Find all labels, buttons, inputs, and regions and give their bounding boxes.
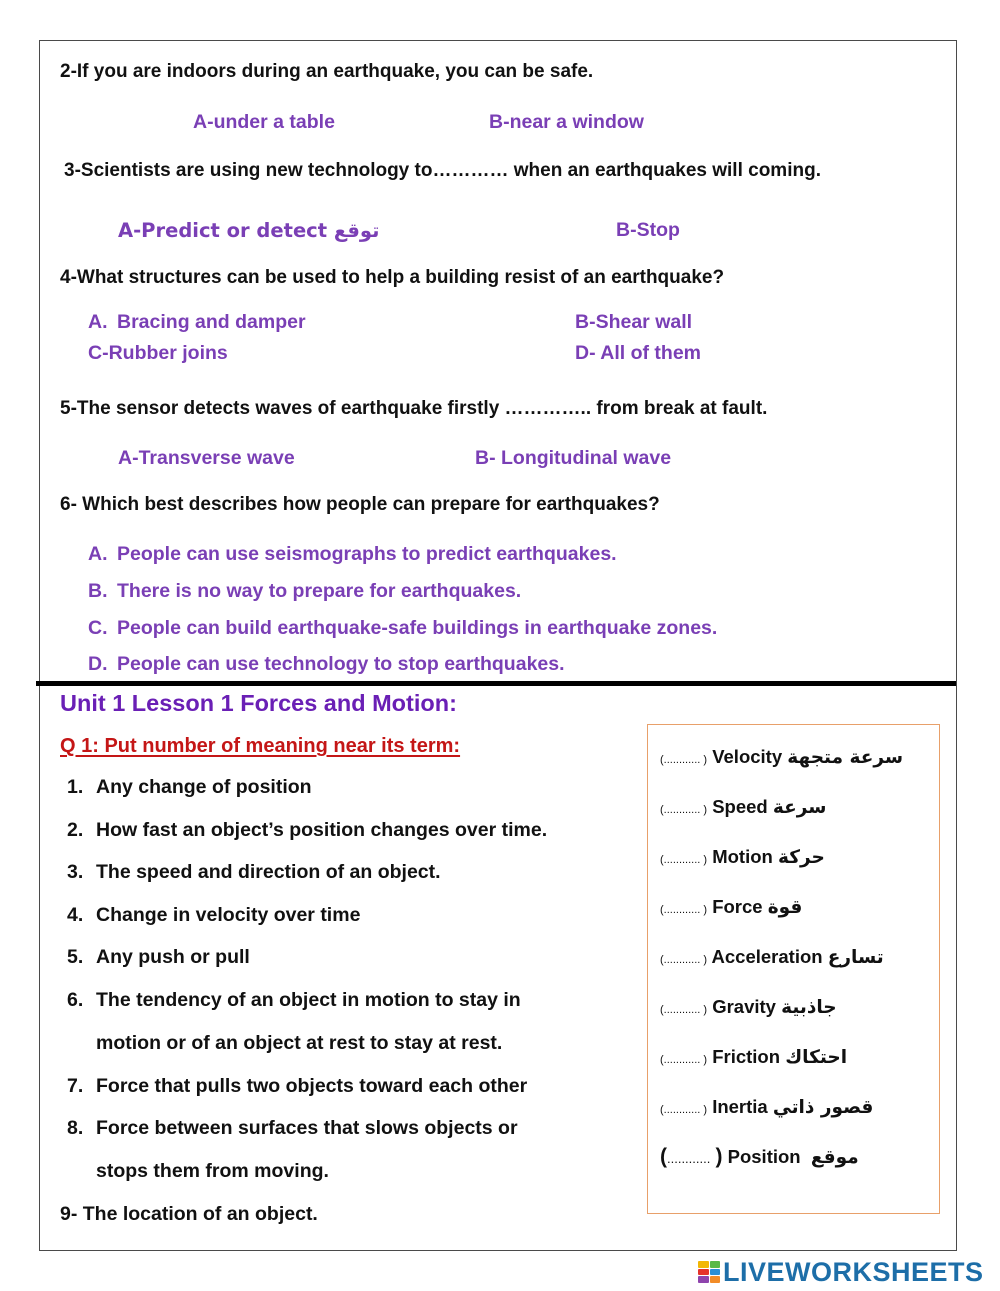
answer-blank[interactable]: (............ )	[660, 1054, 708, 1066]
option-label: Bracing and damper	[117, 311, 306, 333]
definition-number: 5.	[67, 946, 84, 968]
term-english: Position	[727, 1146, 801, 1167]
term-arabic: موقع	[810, 1147, 859, 1168]
question-4-text: 4-What structures can be used to help a building resist of an earthquake?	[60, 267, 725, 288]
term-english: Acceleration	[711, 946, 823, 967]
term-english: Friction	[712, 1046, 781, 1067]
question-5-option-b[interactable]: B- Longitudinal wave	[475, 447, 672, 469]
question-5-option-a[interactable]: A-Transverse wave	[118, 447, 295, 469]
matching-question-title: Q 1: Put number of meaning near its term:	[60, 735, 461, 757]
definition-2	[67, 819, 547, 842]
term-english: Inertia	[712, 1096, 768, 1117]
question-2-option-a[interactable]: A-under a table	[193, 111, 335, 133]
term-arabic: سرعة متجهة	[787, 747, 904, 768]
definition-number: 8.	[67, 1117, 84, 1139]
option-marker: A.	[88, 543, 108, 565]
term-arabic: سرعة	[772, 797, 827, 818]
definition-8-continued: stops them from moving.	[96, 1160, 329, 1182]
question-4-option-d[interactable]: D- All of them	[575, 342, 702, 364]
question-4-option-b[interactable]: B-Shear wall	[575, 311, 693, 333]
option-marker: C.	[88, 617, 108, 639]
logo-mark-tile	[710, 1276, 721, 1283]
blank-close-paren: )	[715, 1145, 723, 1168]
term-english: Velocity	[712, 746, 783, 767]
question-5-text: 5-The sensor detects waves of earthquake firstly ………….. from break at fault.	[60, 398, 768, 419]
definition-number: 4.	[67, 904, 84, 926]
definition-number: 1.	[67, 776, 84, 798]
logo-mark-tile	[698, 1276, 709, 1283]
question-4-option-c[interactable]: C-Rubber joins	[88, 342, 228, 364]
term-position	[660, 1145, 859, 1169]
option-marker: B.	[88, 580, 108, 602]
logo-mark-icon	[698, 1261, 720, 1283]
definition-number: 2.	[67, 819, 84, 841]
blank-dots: ............	[667, 1151, 711, 1166]
question-6-text: 6- Which best describes how people can prepare for earthquakes?	[60, 494, 660, 515]
logo-mark-tile	[710, 1261, 721, 1268]
term-english: Motion	[712, 846, 773, 867]
definition-1	[67, 776, 312, 799]
term-arabic: حركة	[777, 847, 825, 868]
liveworksheets-logo	[698, 1256, 984, 1288]
answer-blank[interactable]: (............ )	[660, 804, 708, 816]
blank-open-paren: (	[660, 1145, 667, 1168]
option-marker: A.	[88, 311, 108, 333]
section-divider	[36, 681, 956, 686]
term-arabic: قوة	[767, 897, 803, 918]
question-3-option-a-label: A-Predict or detect توقع	[118, 219, 380, 242]
question-4-option-a[interactable]	[88, 311, 306, 334]
answer-blank[interactable]: (............ )	[660, 754, 708, 766]
option-label: People can use technology to stop earthquakes.	[117, 653, 565, 675]
definition-number: 6.	[67, 989, 84, 1011]
term-arabic: احتكاك	[785, 1047, 848, 1068]
definition-text: Any push or pull	[96, 946, 250, 968]
unit-title: Unit 1 Lesson 1 Forces and Motion:	[60, 690, 457, 716]
definition-9: 9- The location of an object.	[60, 1203, 318, 1225]
question-2-option-b[interactable]: B-near a window	[489, 111, 644, 133]
answer-blank[interactable]: (............ )	[660, 904, 708, 916]
definition-text: Any change of position	[96, 776, 312, 798]
term-arabic: جاذبية	[781, 997, 837, 1018]
term-acceleration	[660, 946, 884, 968]
definition-number: 3.	[67, 861, 84, 883]
logo-mark-tile	[698, 1269, 709, 1276]
term-force	[660, 896, 802, 918]
answer-blank[interactable]: (............ )	[660, 954, 708, 966]
question-6-option-a[interactable]	[88, 543, 617, 566]
definition-7	[67, 1075, 527, 1098]
question-3-option-b[interactable]: B-Stop	[616, 219, 680, 241]
logo-mark-tile	[710, 1269, 721, 1276]
definition-4	[67, 904, 360, 927]
term-speed	[660, 796, 826, 818]
term-arabic: قصور ذاتي	[772, 1097, 874, 1118]
definition-text: The speed and direction of an object.	[96, 861, 441, 883]
answer-blank[interactable]	[660, 1146, 722, 1167]
answer-blank[interactable]: (............ )	[660, 1004, 708, 1016]
term-friction	[660, 1046, 847, 1068]
term-inertia	[660, 1096, 873, 1118]
definition-text: How fast an object’s position changes over time.	[96, 819, 548, 841]
definition-text: Force that pulls two objects toward each other	[96, 1075, 528, 1097]
definition-8	[67, 1117, 518, 1140]
term-motion	[660, 846, 825, 868]
definition-text: The tendency of an object in motion to stay in	[96, 989, 521, 1011]
question-6-option-d[interactable]	[88, 653, 565, 676]
logo-mark-tile	[698, 1261, 709, 1268]
option-label: There is no way to prepare for earthquakes.	[117, 580, 522, 602]
definition-text: Force between surfaces that slows objects or	[96, 1117, 518, 1139]
term-arabic: تسارع	[827, 947, 884, 968]
term-gravity	[660, 996, 837, 1018]
question-6-option-b[interactable]	[88, 580, 521, 603]
definition-number: 7.	[67, 1075, 84, 1097]
definition-3	[67, 861, 441, 884]
answer-blank[interactable]: (............ )	[660, 1104, 708, 1116]
option-marker: D.	[88, 653, 108, 675]
logo-text: LIVEWORKSHEETS	[723, 1256, 984, 1287]
question-6-option-c[interactable]	[88, 617, 717, 640]
definition-5	[67, 946, 250, 969]
answer-blank[interactable]: (............ )	[660, 854, 708, 866]
option-label: People can build earthquake-safe buildings in earthquake zones.	[117, 617, 718, 639]
definition-6-continued: motion or of an object at rest to stay at rest.	[96, 1032, 503, 1054]
question-2-text: 2-If you are indoors during an earthquake, you can be safe.	[60, 61, 594, 82]
option-label: People can use seismographs to predict earthquakes.	[117, 543, 617, 565]
question-3-text: 3-Scientists are using new technology to………… when an earthquakes will coming.	[64, 160, 821, 181]
definition-6	[67, 989, 521, 1012]
question-3-option-a[interactable]	[118, 219, 379, 243]
term-velocity	[660, 746, 903, 768]
term-english: Gravity	[712, 996, 776, 1017]
term-english: Force	[712, 896, 763, 917]
term-english: Speed	[712, 796, 768, 817]
definition-text: Change in velocity over time	[96, 904, 361, 926]
